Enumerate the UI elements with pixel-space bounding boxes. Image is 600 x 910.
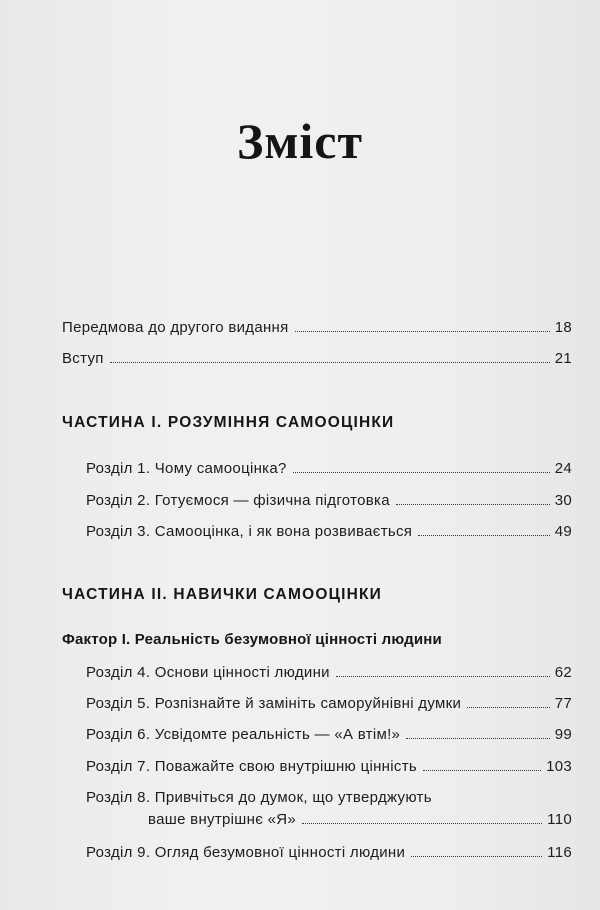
toc-entry-label: Розділ 4. Основи цінності людини (86, 664, 330, 681)
toc-entry-label: Розділ 9. Огляд безумовної цінності людини (86, 844, 406, 861)
dot-leader (293, 472, 550, 473)
toc-entry-label: Розділ 1. Чому самооцінка? (86, 460, 287, 477)
dot-leader (411, 856, 542, 857)
toc-entry-preface (62, 318, 572, 338)
toc-entry-label: Передмова до другого видання (62, 319, 289, 336)
toc-entry-label: Вступ (62, 350, 104, 367)
toc-entry-chapter (86, 522, 572, 542)
toc-page-number: 103 (546, 758, 572, 775)
toc-entry-label: Розділ 2. Готуємося — фізична підготовка (86, 492, 390, 509)
toc-entry-label: Розділ 6. Усвідомте реальність — «А втім!» (86, 726, 401, 743)
factor-heading: Фактор І. Реальність безумовної цінності людини (62, 631, 442, 648)
toc-entry-introduction (62, 349, 572, 369)
dot-leader (110, 362, 550, 363)
toc-entry-chapter (86, 725, 572, 745)
dot-leader (396, 504, 550, 505)
dot-leader (423, 770, 541, 771)
toc-entry-label: Розділ 8. Привчіться до думок, що утверджують (86, 789, 432, 806)
dot-leader (295, 331, 550, 332)
toc-entry-label: Розділ 3. Самооцінка, і як вона розвивається (86, 523, 413, 540)
part-heading: ЧАСТИНА ІІ. НАВИЧКИ САМООЦІНКИ (62, 586, 383, 603)
dot-leader (467, 707, 550, 708)
toc-page-number: 110 (547, 811, 572, 828)
toc-entry-chapter (86, 843, 572, 863)
dot-leader (418, 535, 550, 536)
toc-entry-chapter (86, 663, 572, 683)
dot-leader (406, 738, 549, 739)
toc-entry-continuation (86, 809, 572, 831)
toc-page-number: 99 (554, 726, 572, 743)
toc-entry-chapter (86, 694, 572, 714)
toc-page-number: 62 (554, 664, 572, 681)
toc-entry-label: Розділ 7. Поважайте свою внутрішню цінність (86, 758, 417, 775)
dot-leader (336, 676, 550, 677)
toc-page-number: 24 (554, 460, 572, 477)
toc-page-number: 49 (554, 523, 572, 540)
toc-entry-chapter (86, 491, 572, 511)
toc-entry-chapter (86, 459, 572, 479)
part-heading: ЧАСТИНА І. РОЗУМІННЯ САМООЦІНКИ (62, 414, 395, 431)
toc-page-number: 116 (547, 844, 572, 861)
toc-entry-chapter-8 (86, 787, 572, 831)
toc-page-number: 18 (554, 319, 572, 336)
toc-page-number: 21 (554, 350, 572, 367)
toc-entry-label-continued: ваше внутрішнє «Я» (148, 811, 297, 828)
page-title: Зміст (236, 113, 364, 169)
toc-entry-label: Розділ 5. Розпізнайте й замініть саморуйнівні думки (86, 695, 462, 712)
toc-page-number: 77 (554, 695, 572, 712)
toc-page-number: 30 (554, 492, 572, 509)
dot-leader (302, 823, 542, 824)
toc-entry-chapter (86, 757, 572, 777)
